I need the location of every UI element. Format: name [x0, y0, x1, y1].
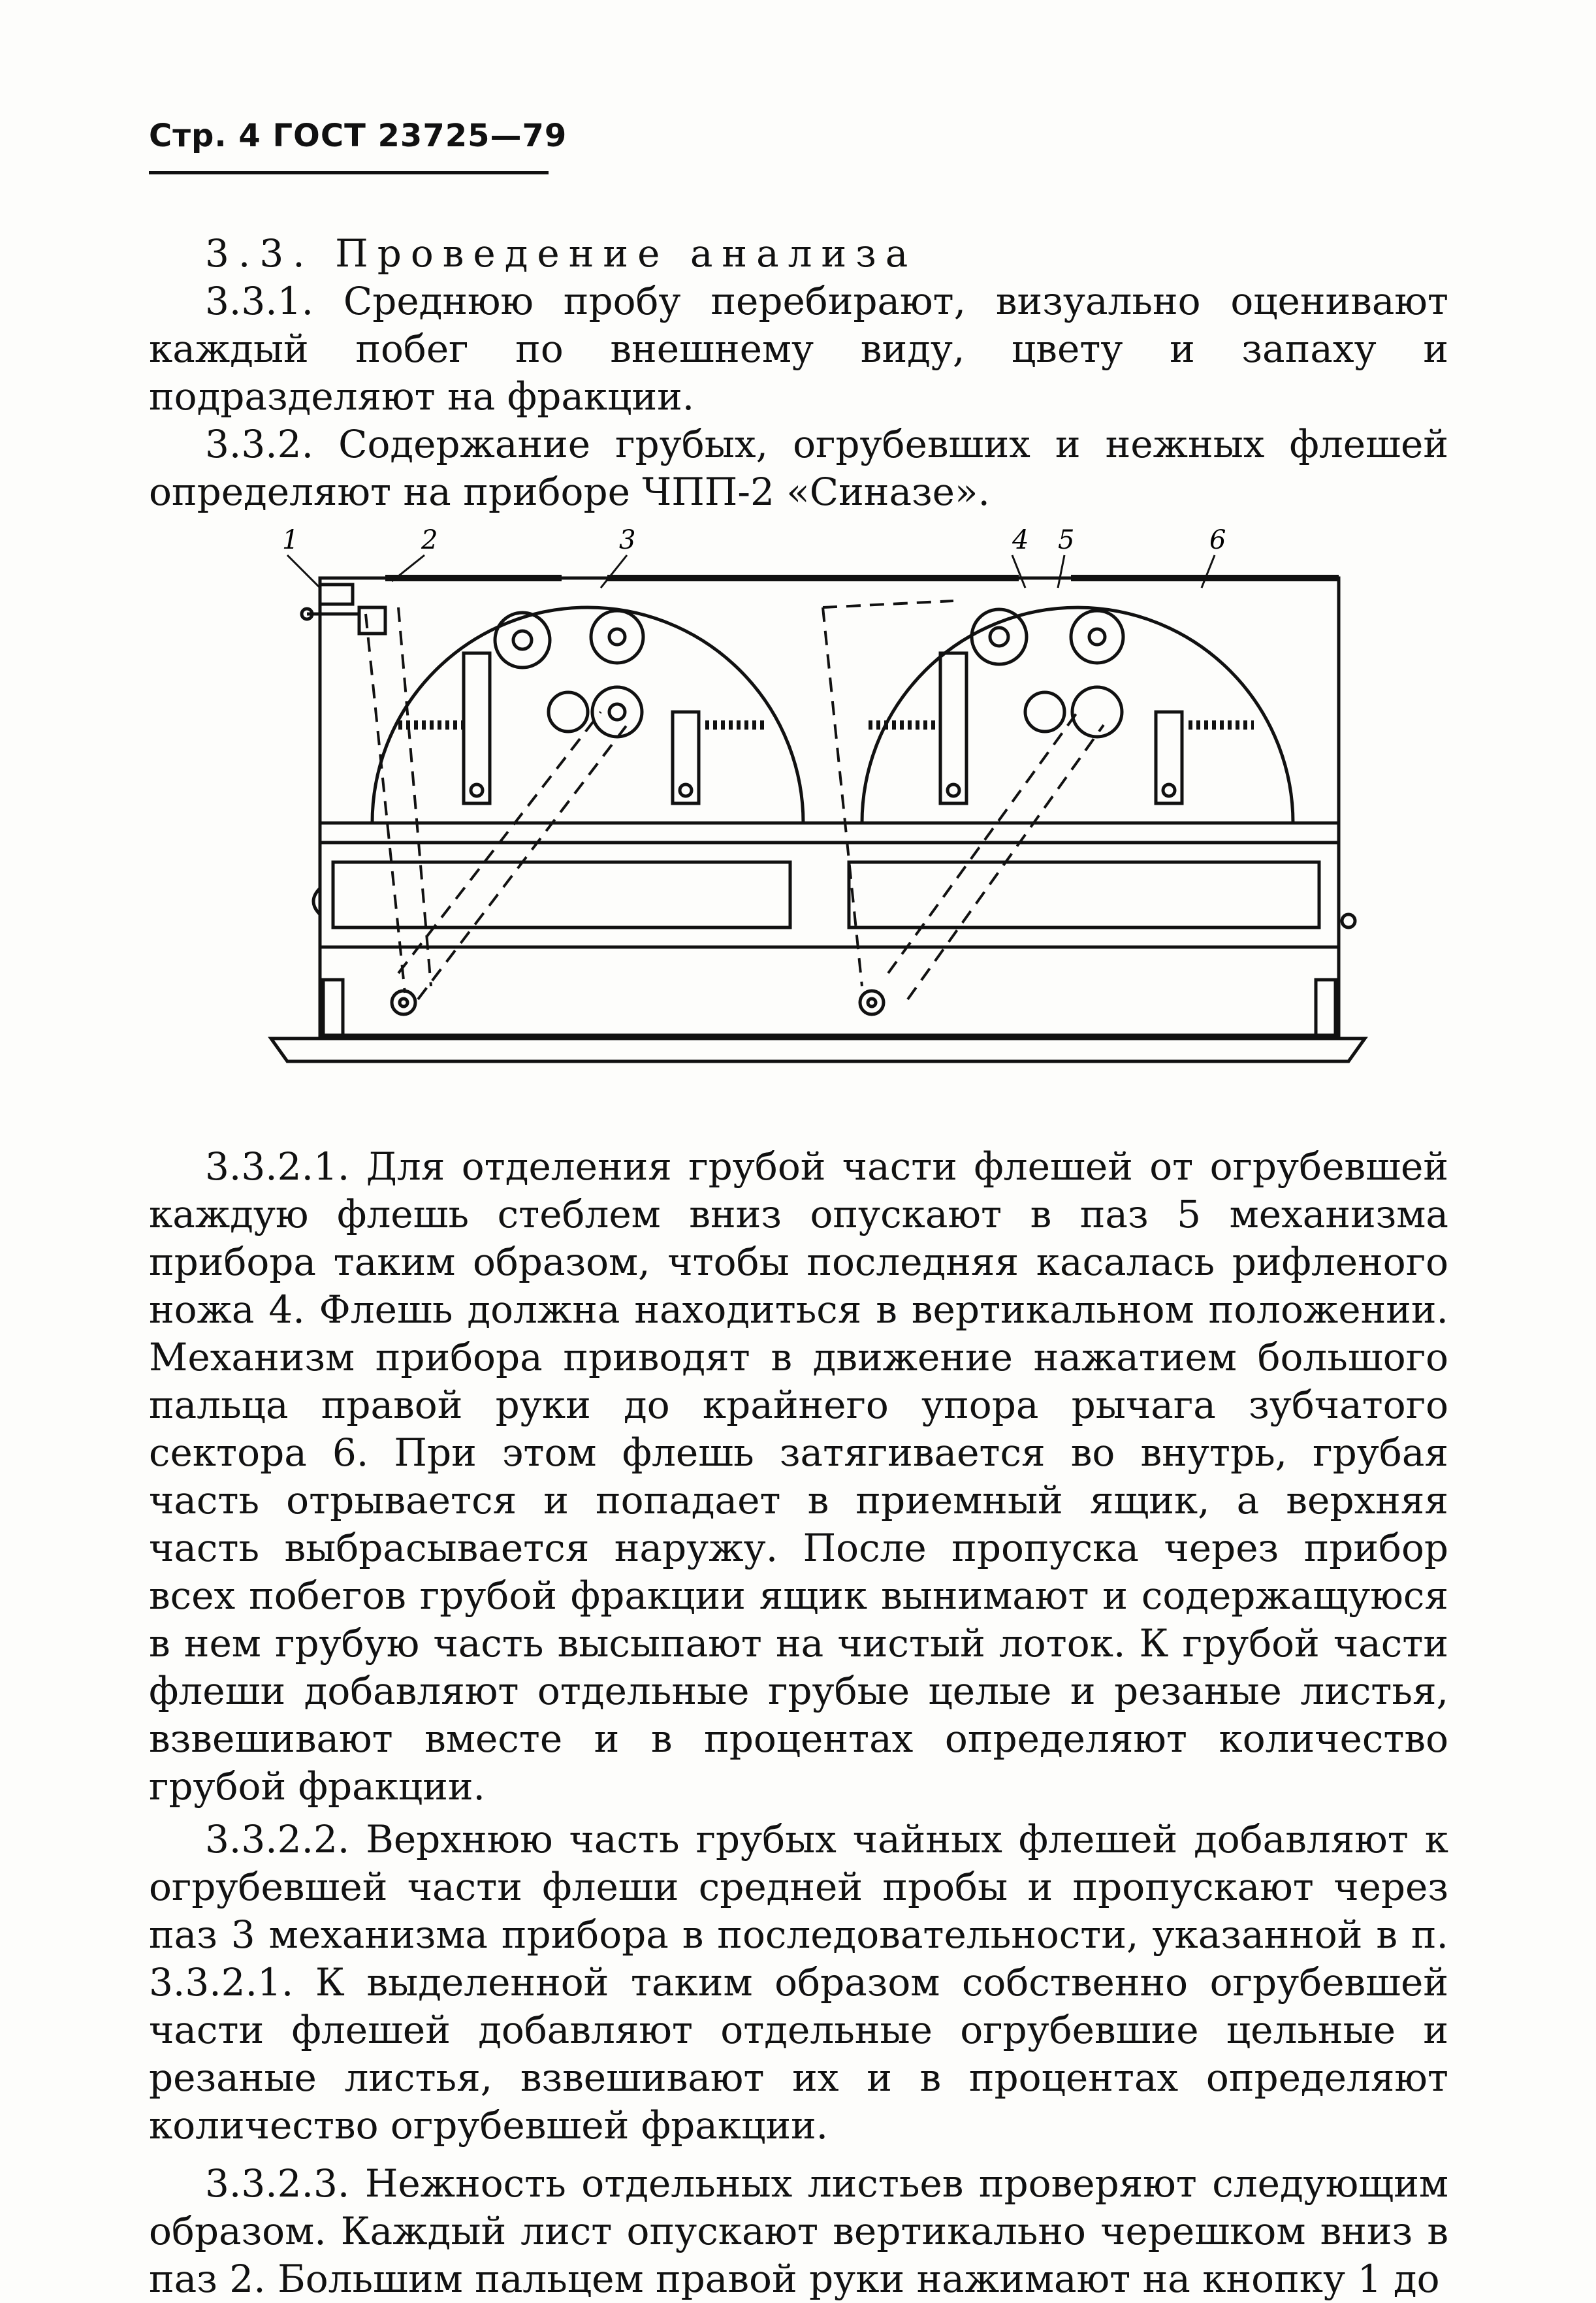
label-6: 6 [1209, 525, 1226, 555]
base-plate [271, 1039, 1365, 1061]
receiving-box-right [849, 862, 1319, 927]
roller-right-3 [1072, 687, 1122, 737]
section-title: 3.3. Проведение анализа [205, 231, 918, 276]
paragraph-3-3-2-3: 3.3.2.3. Нежность отдельных листьев проверяют следующим образом. Каждый лист опускают вертикально черешком вниз в паз 2. Большим пальцем правой руки нажимают на кнопку 1 до [149, 2161, 1448, 2301]
label-5: 5 [1058, 525, 1075, 555]
gear-left [549, 692, 588, 732]
pivot-left [392, 991, 415, 1014]
header-rule [149, 171, 549, 174]
paragraph-3-3-2-2: 3.3.2.2. Верхнюю часть грубых чайных флешей добавляют к огрубевшей части флеши средней пробы и пропускают через паз 3 механизма прибора в последовательности, указанной в п. 3.3.2.1. К выделенной таким образом собственно огрубевшей части флешей добавляют отдельные огрубевшие цельные и резаные листья, взвешивают их и в процентах определяют количество огрубевшей фракции. [149, 1817, 1448, 2148]
lever-right-2 [1156, 712, 1182, 803]
label-1: 1 [282, 525, 299, 555]
roller-left-2 [591, 611, 643, 663]
device-diagram [261, 516, 1371, 1071]
label-4: 4 [1012, 525, 1029, 555]
paragraph-3-3-2: 3.3.2. Содержание грубых, огрубевших и нежных флешей определяют на приборе ЧПП-2 «Синазе». [149, 422, 1448, 514]
section-intro [149, 230, 1448, 516]
paragraph-3-3-1: 3.3.1. Среднюю пробу перебирают, визуально оценивают каждый побег по внешнему виду, цвету и запаху и подразделяют на фракции. [149, 279, 1448, 419]
lever-left-1 [464, 653, 490, 803]
page-header: Стр. 4 ГОСТ 23725—79 [149, 118, 567, 154]
button-1 [320, 585, 353, 604]
roller-right-2 [1071, 611, 1123, 663]
receiving-box-left [333, 862, 790, 927]
section-body [149, 1143, 1448, 2303]
lever-right-1 [940, 653, 966, 803]
lever-left-2 [673, 712, 699, 803]
roller-right-1 [972, 609, 1027, 664]
sector-right [862, 607, 1293, 823]
label-2: 2 [421, 525, 438, 555]
gear-right [1025, 692, 1064, 732]
pivot-right [860, 991, 884, 1014]
device-frame [320, 578, 1339, 1035]
roller-left-1 [495, 613, 550, 668]
paragraph-3-3-2-1: 3.3.2.1. Для отделения грубой части флешей от огрубевшей каждую флешь стеблем вниз опускают в паз 5 механизма прибора таким образом, чтобы последняя касалась рифленого ножа 4. Флешь должна находиться в вертикальном положении. Механизм прибора приводят в движение нажатием большого пальца правой руки до крайнего упора рычага зубчатого сектора 6. При этом флешь затягивается во внутрь, грубая часть отрывается и попадает в приемный ящик, а верхняя часть выбрасывается наружу. После пропуска через прибор всех побегов грубой фракции ящик вынимают и содержащуюся в нем грубую часть высыпают на чистый лоток. К грубой части флеши добавляют отдельные грубые целые и резаные листья, взвешивают вместе и в процентах определяют количество грубой фракции. [149, 1144, 1448, 1809]
label-3: 3 [619, 525, 636, 555]
